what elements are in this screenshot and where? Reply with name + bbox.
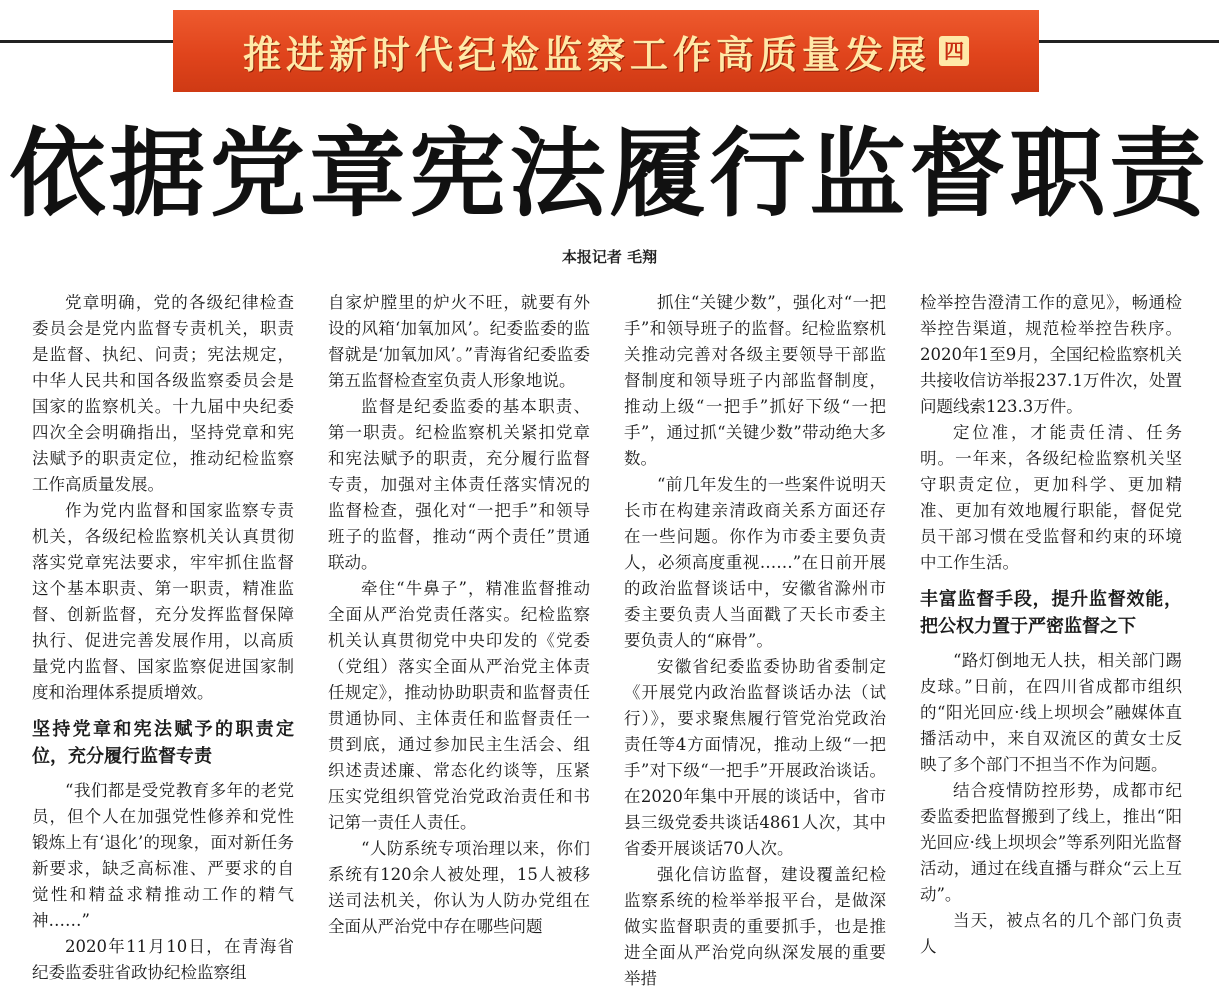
paragraph: “我们都是受党教育多年的老党员，但个人在加强党性修养和党性锻炼上有‘退化’的现象，面对新任务新要求，缺乏高标准、严要求的自觉性和精益求精推动工作的精气神……” [32,781,294,930]
paragraph: 定位准，才能责任清、任务明。一年来，各级纪检监察机关坚守职责定位，更加科学、更加精准、更加有效地履行职能，督促党员干部习惯在受监督和约束的环境中工作生活。 [920,423,1182,572]
paragraph: 安徽省纪委监委协助省委制定《开展党内政治监督谈话办法（试行）》，要求聚焦履行管党治党政治责任等4方面情况，推动上级“一把手”对下级“一把手”开展政治谈话。在2020年集中开展的谈话中，省市县三级党委共谈话4861人次，其中省委开展谈话70人次。 [624,657,886,858]
section-heading: 坚持党章和宪法赋予的职责定位，充分履行监督专责 [32,719,294,767]
series-banner [173,10,1039,92]
paragraph: 抓住“关键少数”，强化对“一把手”和领导班子的监督。纪检监察机关推动完善对各级主要领导干部监督制度和领导班子内部监督制度，推动上级“一把手”抓好下级“一把手”，通过抓“关键少数”带动绝大多数。 [624,293,886,468]
paragraph: 检举控告澄清工作的意见》，畅通检举控告渠道，规范检举控告秩序。2020年1至9月，全国纪检监察机关共接收信访举报237.1万件次，处置问题线索123.3万件。 [920,293,1182,416]
paragraph: 牵住“牛鼻子”，精准监督推动全面从严治党责任落实。纪检监察机关认真贯彻党中央印发的《党委（党组）落实全面从严治党主体责任规定》，推动协助职责和监督责任贯通协同、主体责任和监督责任一贯到底，通过参加民主生活会、组织述责述廉、常态化约谈等，压紧压实党组织管党治党政治责任和书记第一责任人责任。 [328,579,590,832]
paragraph: 监督是纪委监委的基本职责、第一职责。纪检监察机关紧扣党章和宪法赋予的职责，充分履行监督专责，加强对主体责任落实情况的监督检查，强化对“一把手”和领导班子的监督，推动“两个责任”贯通联动。 [328,397,590,572]
paragraph: 党章明确，党的各级纪律检查委员会是党内监督专责机关，职责是监督、执纪、问责；宪法规定，中华人民共和国各级监察委员会是国家的监察机关。十九届中央纪委四次全会明确指出，坚持党章和宪法赋予的职责定位，推动纪检监察工作高质量发展。 [32,293,294,494]
article-column-3 [624,290,886,988]
banner-title: 推进新时代纪检监察工作高质量发展 [242,32,931,77]
article-column-1 [32,290,294,982]
paragraph: 强化信访监督，建设覆盖纪检监察系统的检举举报平台，是做深做实监督职责的重要抓手，也是推进全面从严治党向纵深发展的重要举措 [624,865,886,988]
paragraph: 作为党内监督和国家监察专责机关，各级纪检监察机关认真贯彻落实党章宪法要求，牢牢抓住监督这个基本职责、第一职责，精准监督、创新监督，充分发挥监督保障执行、促进完善发展作用，以高质量党内监督、国家监察促进国家制度和治理体系提质增效。 [32,501,294,702]
banner-number-badge: 四 [939,36,969,66]
paragraph: “人防系统专项治理以来，你们系统有120余人被处理，15人被移送司法机关，你认为人防办党组在全面从严治党中存在哪些问题 [328,839,590,936]
article-column-4 [920,290,1182,956]
byline: 本报记者 毛翔 [561,248,658,266]
section-heading: 丰富监督手段，提升监督效能，把公权力置于严密监督之下 [920,589,1182,637]
paragraph: 结合疫情防控形势，成都市纪委监委把监督搬到了线上，推出“阳光回应·线上坝坝会”等系列阳光监督活动，通过在线直播与群众“云上互动”。 [920,781,1182,904]
article-column-2 [328,290,590,936]
article-headline: 依据党章宪法履行监督职责 [9,118,1210,230]
paragraph: “前几年发生的一些案件说明天长市在构建亲清政商关系方面还存在一些问题。你作为市委主要负责人，必须高度重视……”在日前开展的政治监督谈话中，安徽省滁州市委主要负责人当面戳了天长市委主要负责人的“麻骨”。 [624,475,886,650]
paragraph: 当天，被点名的几个部门负责人 [920,911,1182,956]
paragraph: “路灯倒地无人扶，相关部门踢皮球。”日前，在四川省成都市组织的“阳光回应·线上坝坝会”融媒体直播活动中，来自双流区的黄女士反映了多个部门不担当不作为问题。 [920,651,1182,774]
paragraph: 自家炉膛里的炉火不旺，就要有外设的风箱‘加氧加风’。纪委监委的监督就是‘加氧加风’。”青海省纪委监委第五监督检查室负责人形象地说。 [328,293,590,390]
paragraph: 2020年11月10日，在青海省纪委监委驻省政协纪检监察组 [32,937,294,982]
